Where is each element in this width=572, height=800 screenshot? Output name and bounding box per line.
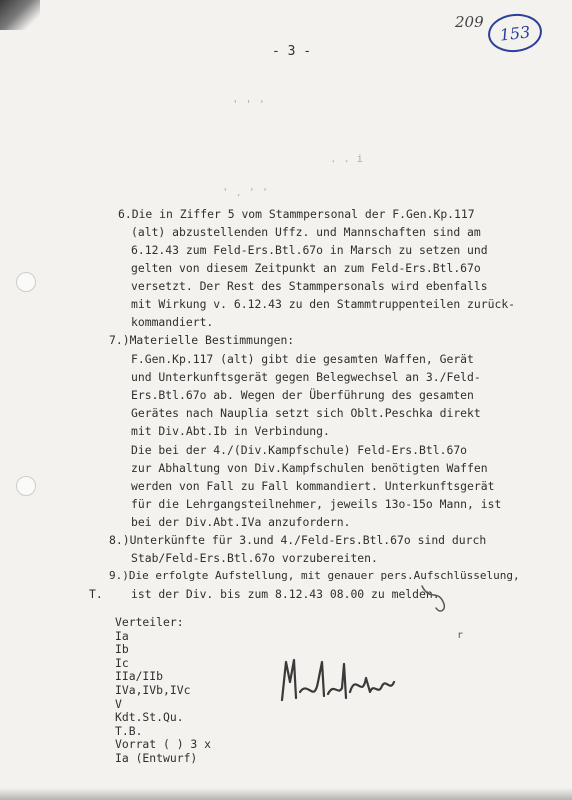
text-line: und Unterkunftsgerät gegen Belegwechsel an 3./Feld-	[131, 370, 481, 384]
distribution-item: Vorrat ( ) 3 x	[115, 737, 212, 752]
text-line: ist der Div. bis zum 8.12.43 08.00 zu melden.	[131, 587, 440, 601]
circled-folio-number	[486, 11, 544, 54]
distribution-item: Ia	[115, 628, 129, 643]
text-line: zur Abhaltung von Div.Kampfschulen benötigten Waffen	[131, 461, 488, 475]
distribution-item: V	[115, 696, 122, 711]
distribution-item: Ib	[115, 642, 129, 657]
text-line: 6.Die in Ziffer 5 vom Stammpersonal der F.Gen.Kp.117	[118, 207, 475, 221]
text-line: Die bei der 4./(Div.Kampfschule) Feld-Ers.Btl.67o	[131, 443, 468, 457]
text-line: Ers.Btl.67o ab. Wegen der Überführung des gesamten	[131, 388, 474, 402]
distribution-heading: Verteiler:	[115, 615, 184, 629]
text-line: bei der Div.Abt.IVa anzufordern.	[131, 515, 351, 529]
faint-bleed-through: ' . ' '	[222, 186, 269, 199]
text-line: werden von Fall zu Fall kommandiert. Unterkunftsgerät	[131, 479, 495, 493]
text-line: F.Gen.Kp.117 (alt) gibt die gesamten Waffen, Gerät	[131, 352, 474, 366]
scan-edge-shadow	[0, 788, 572, 800]
pencil-scribble	[418, 582, 452, 616]
handwritten-signature	[278, 652, 398, 712]
text-line: Gerätes nach Nauplia setzt sich Oblt.Peschka direkt	[131, 406, 481, 420]
punch-hole	[16, 476, 36, 496]
distribution-item: Ic	[115, 655, 129, 670]
text-line: (alt) abzustellenden Uffz. und Mannschaften sind am	[131, 225, 481, 239]
distribution-list	[115, 616, 211, 766]
text-line: 7.)Materielle Bestimmungen:	[109, 333, 295, 347]
distribution-item: Ia (Entwurf)	[115, 750, 198, 765]
handwritten-page-number: 209	[455, 13, 484, 31]
distribution-item: T.B.	[115, 723, 143, 738]
text-line: für die Lehrgangsteilnehmer, jeweils 13o-15o Mann, ist	[131, 497, 502, 511]
punch-hole	[16, 272, 36, 292]
text-line: Stab/Feld-Ers.Btl.67o vorzubereiten.	[131, 551, 378, 565]
text-line: 6.12.43 zum Feld-Ers.Btl.67o in Marsch zu setzen und	[131, 243, 488, 257]
text-line: gelten von diesem Zeitpunkt an zum Feld-Ers.Btl.67o	[131, 261, 481, 275]
text-line: kommandiert.	[131, 315, 214, 329]
text-line: 9.)Die erfolgte Aufstellung, mit genauer pers.Aufschlüsselung,	[109, 569, 520, 582]
page-number: - 3 -	[272, 44, 312, 59]
distribution-item: IIa/IIb	[115, 669, 164, 684]
text-line: mit Wirkung v. 6.12.43 zu den Stammtruppenteilen zurück-	[131, 297, 516, 311]
distribution-item: IVa,IVb,IVc	[115, 682, 191, 697]
tick-mark: r	[457, 630, 464, 641]
faint-bleed-through: . . i	[330, 152, 364, 165]
margin-mark: T.	[89, 587, 103, 601]
distribution-item: Kdt.St.Qu.	[115, 710, 184, 725]
text-line: 8.)Unterkünfte für 3.und 4./Feld-Ers.Btl.67o sind durch	[109, 533, 487, 547]
circled-folio-text: 153	[498, 21, 532, 45]
faint-bleed-through: ' ' '	[232, 98, 266, 111]
dark-corner-shadow	[0, 0, 40, 30]
text-line: mit Div.Abt.Ib in Verbindung.	[131, 424, 330, 438]
text-line: versetzt. Der Rest des Stammpersonals wird ebenfalls	[131, 279, 488, 293]
